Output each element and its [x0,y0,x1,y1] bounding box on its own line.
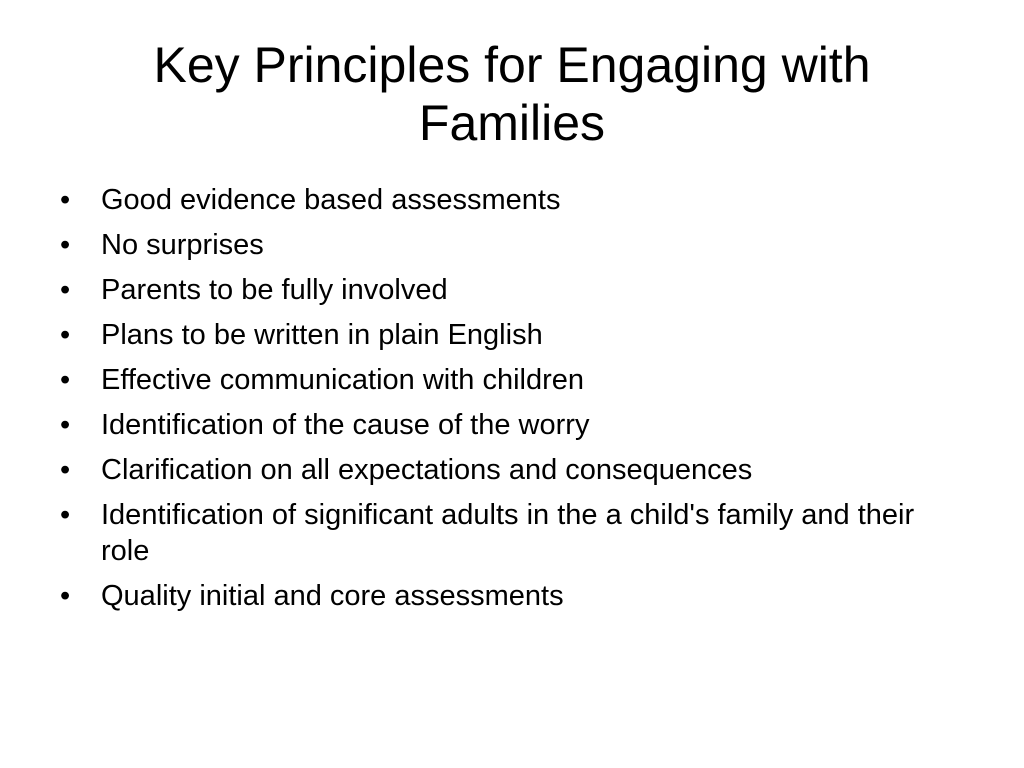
bullet-text: Quality initial and core assessments [101,580,564,612]
bullet-text: Effective communication with children [101,364,585,396]
list-item [60,272,960,308]
bullet-icon: • [60,499,71,531]
bullet-text: Identification of the cause of the worry [101,409,590,441]
bullet-text: No surprises [101,229,264,261]
bullet-icon: • [60,274,71,306]
bullet-list [60,182,960,623]
bullet-text: Identification of significant adults in the a child's family and their role [101,499,915,567]
slide-title: Key Principles for Engaging with Families [153,37,871,151]
bullet-text: Clarification on all expectations and consequences [101,454,753,486]
bullet-icon: • [60,580,71,612]
bullet-icon: • [60,184,71,216]
list-item [60,578,960,614]
bullet-icon: • [60,409,71,441]
list-item [60,317,960,353]
bullet-icon: • [60,454,71,486]
list-item [60,362,960,398]
bullet-icon: • [60,319,71,351]
list-item [60,182,960,218]
bullet-icon: • [60,364,71,396]
list-item [60,497,960,569]
list-item [60,227,960,263]
bullet-text: Good evidence based assessments [101,184,561,216]
list-item [60,407,960,443]
list-item [60,452,960,488]
bullet-icon: • [60,229,71,261]
bullet-text: Plans to be written in plain English [101,319,543,351]
bullet-text: Parents to be fully involved [101,274,448,306]
